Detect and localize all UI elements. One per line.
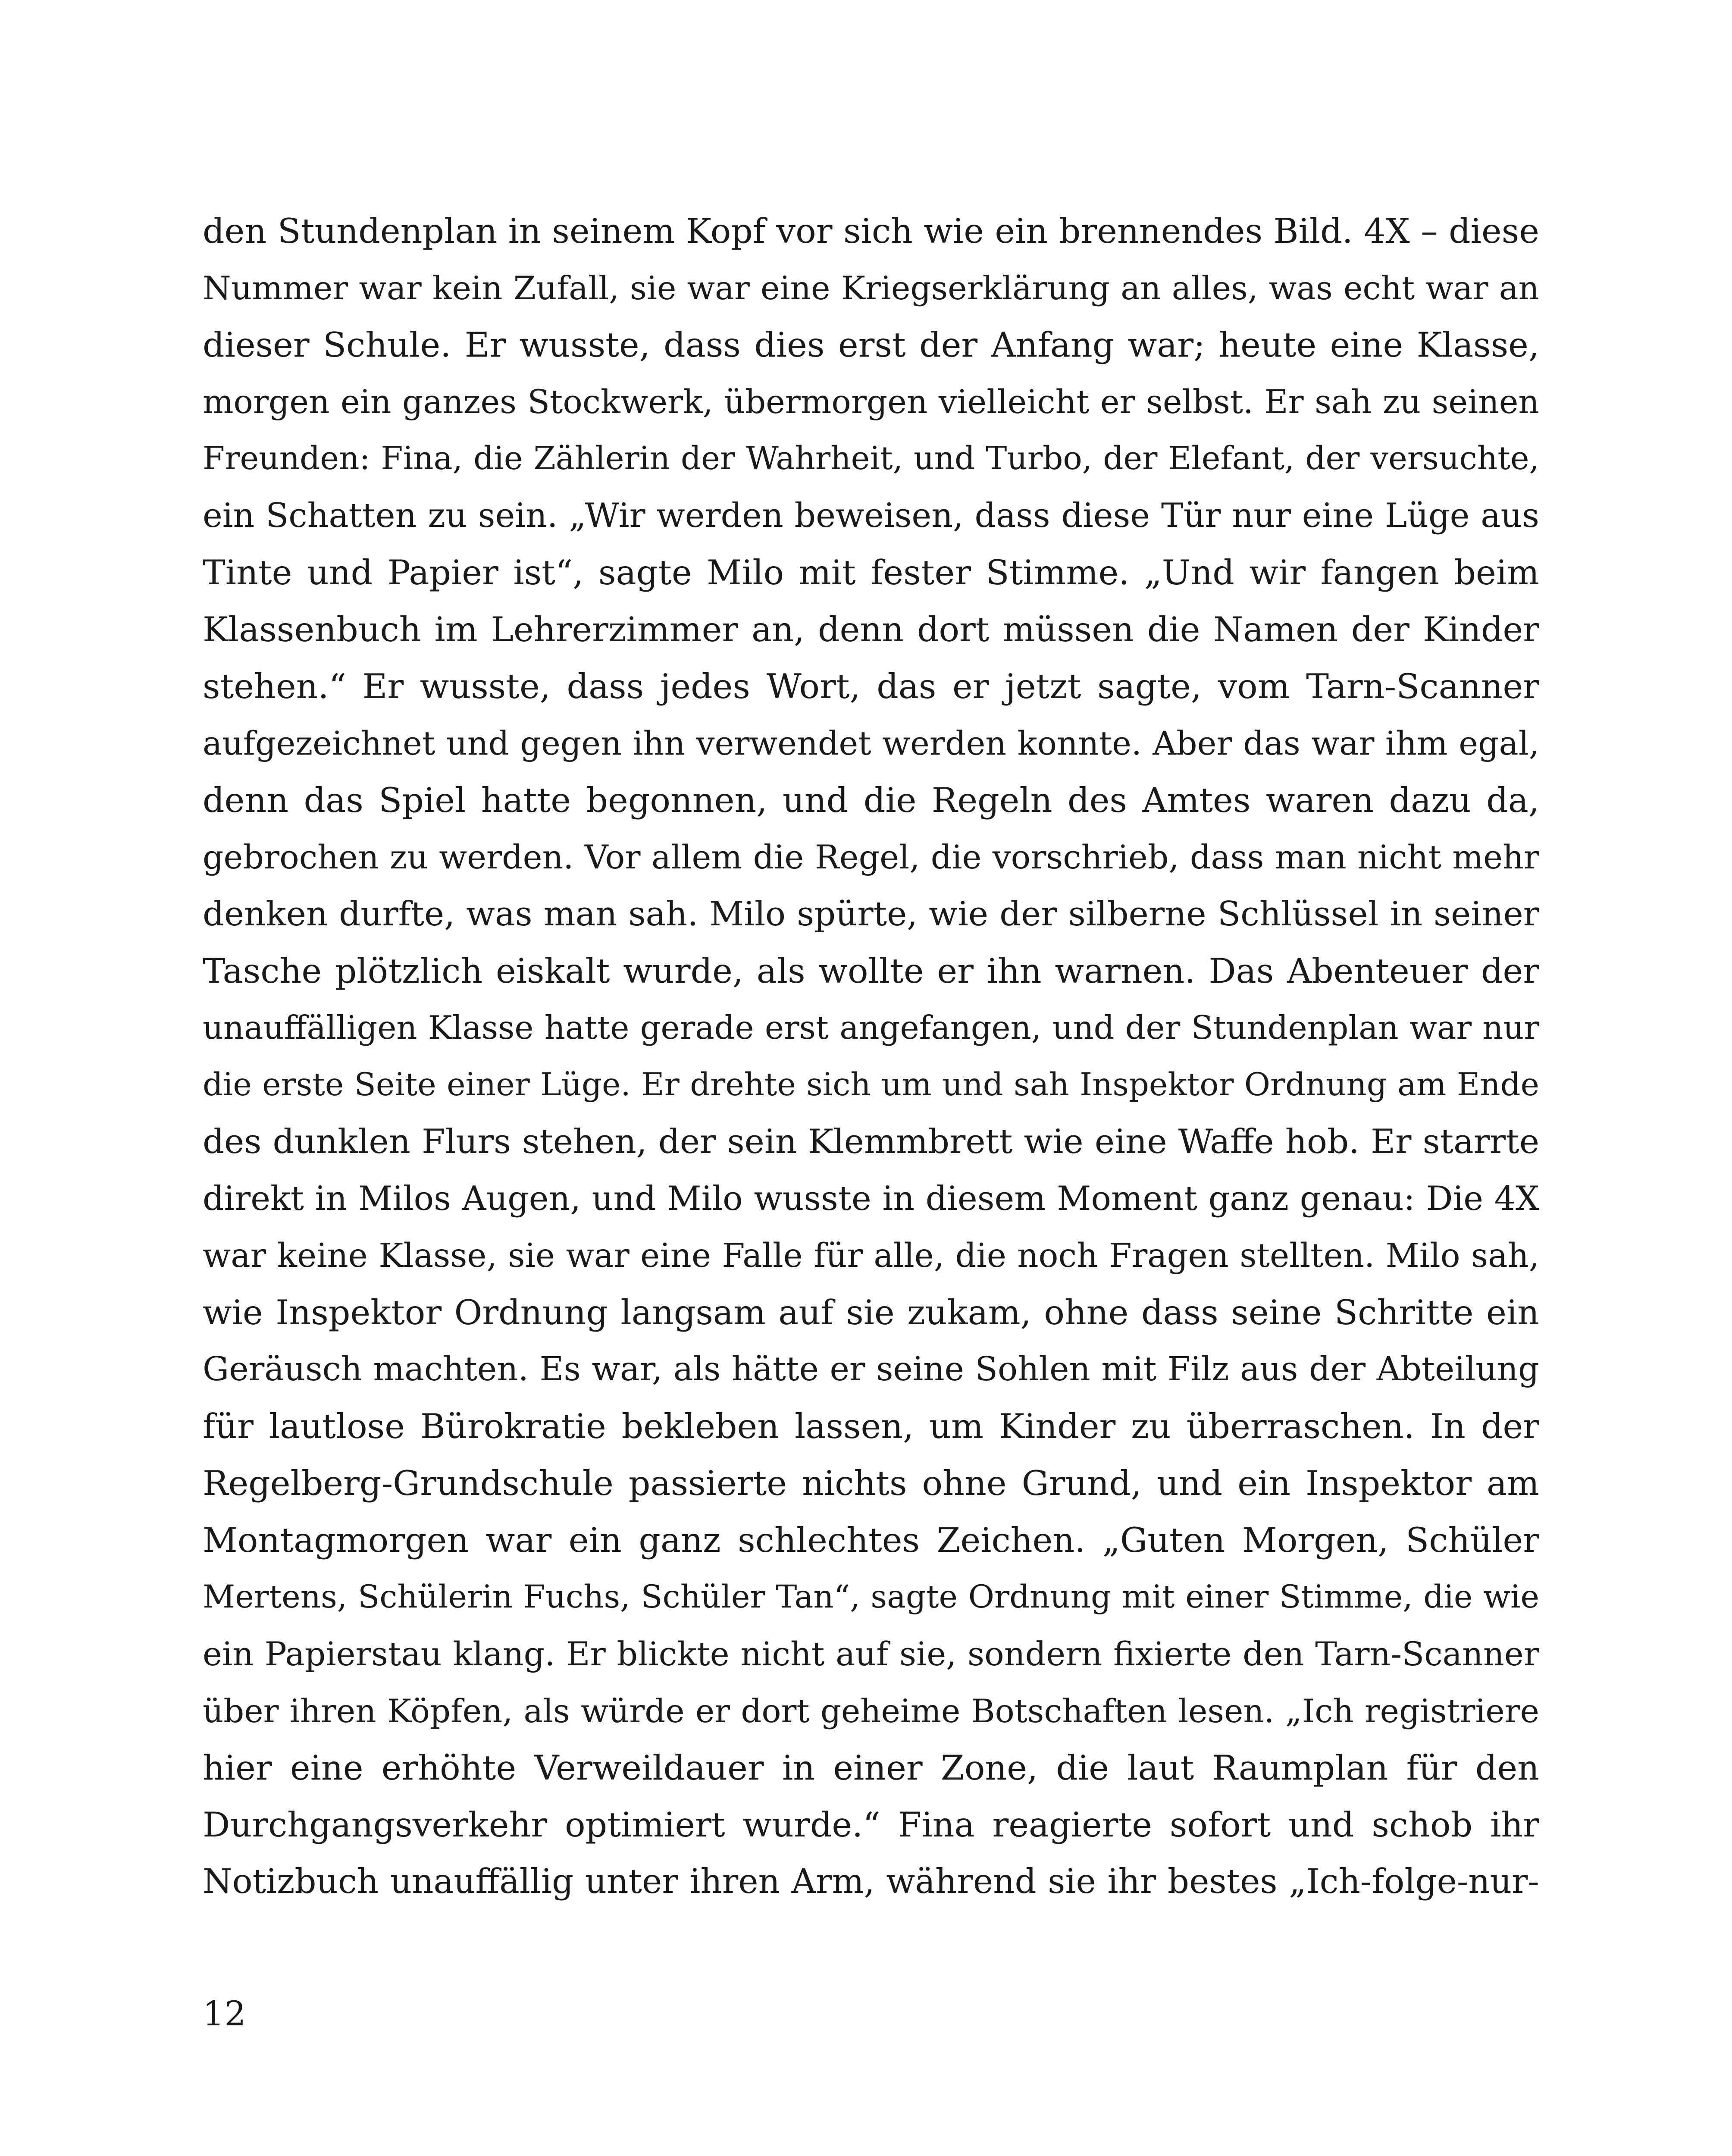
text-line: die erste Seite einer Lüge. Er drehte sich um und sah Inspektor Ordnung am Ende [203, 1066, 1539, 1103]
text-line: dieser Schule. Er wusste, dass dies erst der Anfang war; heute eine Klasse, [203, 325, 1539, 365]
text-line: Montagmorgen war ein ganz schlechtes Zeichen. „Guten Morgen, Schüler [203, 1520, 1539, 1560]
text-line: Freunden: Fina, die Zählerin der Wahrheit, und Turbo, der Elefant, der versuchte, [203, 440, 1539, 477]
text-line: des dunklen Flurs stehen, der sein Klemmbrett wie eine Waffe hob. Er starrte [203, 1122, 1539, 1161]
text-line: stehen.“ Er wusste, dass jedes Wort, das er jetzt sagte, vom Tarn-Scanner [203, 667, 1539, 706]
text-line: Durchgangsverkehr optimiert wurde.“ Fina reagierte sofort und schob ihr [203, 1805, 1539, 1845]
text-line: Tinte und Papier ist“, sagte Milo mit fester Stimme. „Und wir fangen beim [203, 553, 1539, 592]
text-line: über ihren Köpfen, als würde er dort geheime Botschaften lesen. „Ich registriere [203, 1692, 1539, 1730]
text-line: aufgezeichnet und gegen ihn verwendet werden konnte. Aber das war ihm egal, [203, 724, 1539, 762]
text-line: direkt in Milos Augen, und Milo wusste in diesem Moment ganz genau: Die 4X [203, 1179, 1539, 1218]
body-text [203, 203, 1539, 1910]
page-number: 12 [203, 1994, 246, 2034]
text-line: wie Inspektor Ordnung langsam auf sie zukam, ohne dass seine Schritte ein [203, 1293, 1539, 1332]
text-line: Geräusch machten. Es war, als hätte er seine Sohlen mit Filz aus der Abteilung [203, 1350, 1539, 1388]
text-line: gebrochen zu werden. Vor allem die Regel, die vorschrieb, dass man nicht mehr [203, 838, 1539, 876]
text-line: Klassenbuch im Lehrerzimmer an, denn dort müssen die Namen der Kinder [203, 610, 1539, 649]
text-line: Regelberg-Grundschule passierte nichts ohne Grund, und ein Inspektor am [203, 1463, 1539, 1503]
text-line: den Stundenplan in seinem Kopf vor sich wie ein brennendes Bild. 4X – diese [203, 211, 1539, 251]
text-line: war keine Klasse, sie war eine Falle für alle, die noch Fragen stellten. Milo sah, [203, 1236, 1539, 1275]
text-line: denn das Spiel hatte begonnen, und die Regeln des Amtes waren dazu da, [203, 780, 1539, 820]
text-line: morgen ein ganzes Stockwerk, übermorgen vielleicht er selbst. Er sah zu seinen [203, 383, 1539, 421]
text-line: Nummer war kein Zufall, sie war eine Kriegserklärung an alles, was echt war an [203, 269, 1539, 307]
text-line: für lautlose Bürokratie bekleben lassen, um Kinder zu überraschen. In der [203, 1407, 1539, 1446]
text-line: ein Schatten zu sein. „Wir werden beweisen, dass diese Tür nur eine Lüge aus [203, 496, 1539, 535]
text-line: Tasche plötzlich eiskalt wurde, als wollte er ihn warnen. Das Abenteuer der [203, 951, 1539, 991]
text-line: Notizbuch unauffällig unter ihren Arm, während sie ihr bestes „Ich-folge-nur- [203, 1862, 1539, 1901]
text-line: Mertens, Schülerin Fuchs, Schüler Tan“, sagte Ordnung mit einer Stimme, die wie [203, 1579, 1539, 1615]
text-line: ein Papierstau klang. Er blickte nicht auf sie, sondern fixierte den Tarn-Scanner [203, 1635, 1539, 1673]
text-line: hier eine erhöhte Verweildauer in einer Zone, die laut Raumplan für den [203, 1748, 1539, 1788]
text-line: unauffälligen Klasse hatte gerade erst angefangen, und der Stundenplan war nur [203, 1009, 1539, 1047]
text-line: denken durfte, was man sah. Milo spürte, wie der silberne Schlüssel in seiner [203, 895, 1539, 934]
